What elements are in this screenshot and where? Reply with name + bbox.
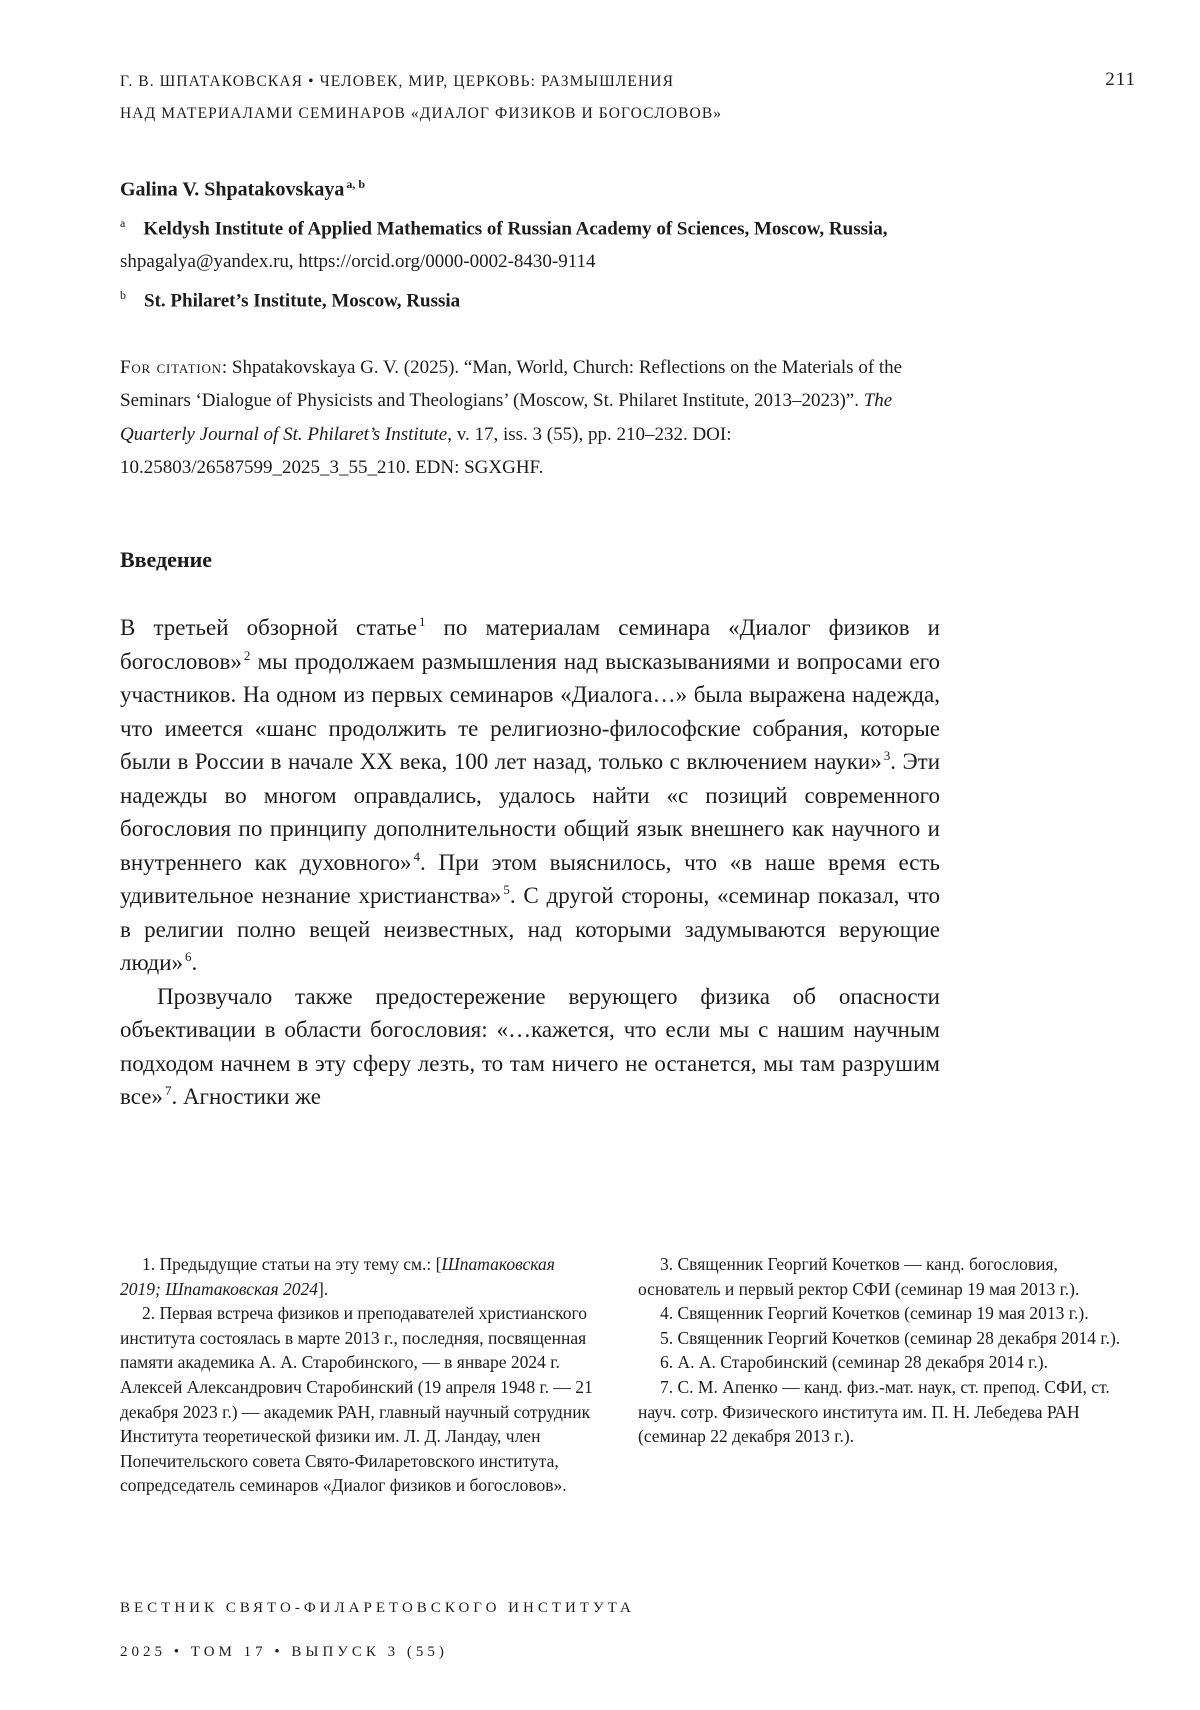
footnote-ref: 7	[164, 1083, 172, 1099]
running-header	[120, 66, 1136, 130]
footnotes-block	[120, 1252, 1135, 1498]
footnote-ref: 5	[503, 882, 510, 898]
footnote-number: 6.	[660, 1352, 674, 1373]
affiliation-marker: b	[120, 287, 126, 302]
footnote-ref: 2	[243, 647, 251, 663]
footnotes-right-column	[638, 1252, 1135, 1498]
footnote-number: 2.	[142, 1303, 156, 1324]
affiliation-marker: a	[120, 215, 126, 230]
footnote: 1. Предыдущие статьи на эту тему см.: [Шпатаковская 2019; Шпатаковская 2024].	[120, 1254, 555, 1299]
footnote: 4. Священник Георгий Кочетков (семинар 19 мая 2013 г.).	[660, 1303, 1089, 1324]
affiliation: $^a$ Keldysh Institute of Applied Mathematics of Russian Academy of Sciences, Moscow, Russia, shpagalya@yandex.ru, https://orcid.org/0000-0002-8430-9114	[120, 215, 888, 273]
footnotes-left-column	[120, 1252, 600, 1498]
body-paragraph: В третьей обзорной статье $^1$ по материалам семинара «Диалог физиков и богословов» $^2$ мы продолжаем размышления над высказываниями и вопросами его участников. На одном из первых семинаров «Диалога…» была выражена надежда, что имеется «шанс продолжить те религиозно-философские собрания, которые были в России в начале XX века, 100 лет назад, только с включением науки» $^3$. Эти надежды во многом оправдались, удалось найти «с позиций современного богословия по принципу дополнительности общий язык внешнего как научного и внутреннего как духовного» $^4$. При этом выяснилось, что «в наше время есть удивительное незнание христианства» $^5$. С другой стороны, «семинар показал, что в религии полно вещей неизвестных, над которыми задумываются верующие люди» $^6$.	[120, 614, 941, 975]
journal-footer	[120, 1586, 635, 1674]
journal-name: ВЕСТНИК СВЯТО-ФИЛАРЕТОВСКОГО ИНСТИТУТА	[120, 1600, 635, 1616]
page-number: 211	[1105, 69, 1136, 90]
footnote-number: 4.	[660, 1303, 674, 1324]
footnote: 6. А. А. Старобинский (семинар 28 декабря 2014 г.).	[660, 1352, 1048, 1373]
journal-issue-line: 2025 • ТОМ 17 • ВЫПУСК 3 (55)	[120, 1644, 448, 1660]
author-affiliation-markers: a, b	[346, 177, 366, 191]
body-paragraph: Прозвучало также предостережение верующего физика об опасности объективации в области богословия: «…кажется, что если мы с нашим научным подходом начнем в эту сферу лезть, то там ничего не останется, мы там разрушим все» $^7$. Агностики же	[120, 983, 940, 1109]
footnote-number: 7.	[660, 1376, 674, 1397]
footnote-ref: 3	[883, 748, 891, 764]
author-name-text: Galina V. Shpatakovskaya	[120, 178, 345, 201]
article-body	[120, 545, 940, 1114]
footnote: 7. С. М. Апенко — канд. физ.-мат. наук, ст. препод. СФИ, ст. науч. сотр. Физического института им. П. Н. Лебедева РАН (семинар 22 декабря 2013 г.).	[638, 1376, 1110, 1447]
footnote: 3. Священник Георгий Кочетков — канд. богословия, основатель и первый ректор СФИ (семинар 19 мая 2013 г.).	[638, 1254, 1080, 1299]
affiliation-contact: shpagalya@yandex.ru, https://orcid.org/0000-0002-8430-9114	[120, 251, 596, 273]
footnote-ref: 1	[418, 614, 426, 630]
footnote-number: 1.	[142, 1254, 156, 1274]
affiliation: $^b$ St. Philaret’s Institute, Moscow, Russia	[120, 287, 461, 312]
footnote: 2. Первая встреча физиков и преподавателей христианского института состоялась в марте 2013 г., последняя, посвященная памяти академика А. А. Старобинского, — в январе 2024 г. Алексей Александрович Старобинский (19 апреля 1948 г. — 21 декабря 2023 г.) — академик РАН, главный научный сотрудник Института теоретической физики им. Л. Д. Ландау, член Попечительского совета Свято-Филаретовского института, сопредседатель семинаров «Диалог физиков и богословов».	[120, 1303, 593, 1496]
affiliations-block	[120, 207, 980, 318]
footnote-number: 5.	[660, 1327, 674, 1348]
for-citation-block: For citation: Shpatakovskaya G. V. (2025). “Man, World, Church: Reflections on the Materials of the Seminars ‘Dialogue of Physicists and Theologians’ (Moscow, St. Philaret Institute, 2013–2023)”. The Quarterly Journal of St. Philaret’s Institute, v. 17, iss. 3 (55), pp. 210–232. DOI: 10.25803/26587599_2025_3_55_210. EDN: SGXGHF.	[120, 356, 903, 479]
running-title-line1: Г. В. ШПАТАКОВСКАЯ • ЧЕЛОВЕК, МИР, ЦЕРКОВЬ: РАЗМЫШЛЕНИЯ	[120, 73, 675, 90]
running-title-line2: НАД МАТЕРИАЛАМИ СЕМИНАРОВ «ДИАЛОГ ФИЗИКОВ И БОГОСЛОВОВ»	[120, 105, 723, 122]
footnote-ref: 6	[185, 949, 192, 965]
footnote-ref: 4	[413, 848, 420, 864]
article-topmatter	[120, 168, 980, 485]
footnote: 5. Священник Георгий Кочетков (семинар 28 декабря 2014 г.).	[660, 1327, 1121, 1348]
body-paragraphs	[120, 611, 940, 1114]
author-name	[120, 168, 980, 207]
section-heading-introduction: Введение	[120, 547, 213, 572]
footnote-number: 3.	[660, 1254, 674, 1274]
running-title	[120, 66, 722, 130]
